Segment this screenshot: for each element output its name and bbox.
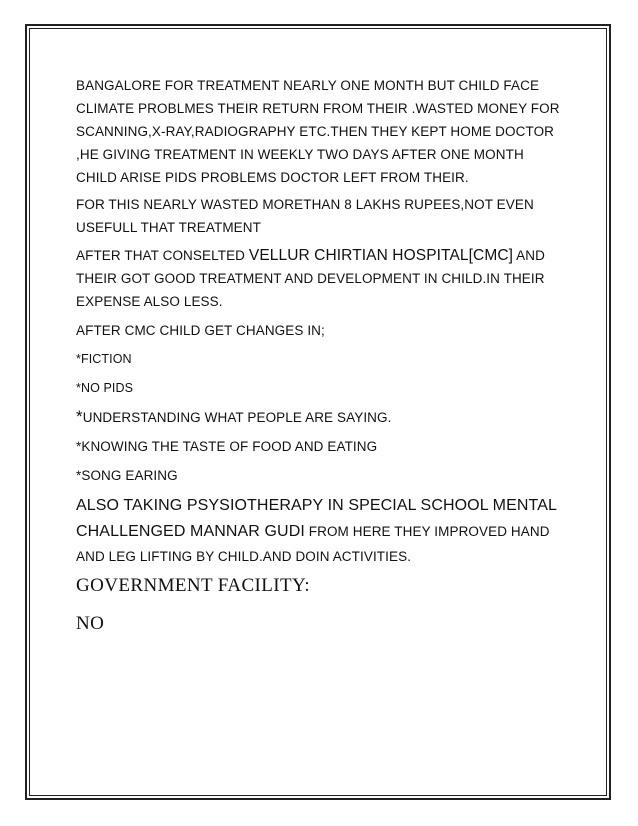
paragraph-physiotherapy — [76, 493, 576, 568]
text-line: FOR THIS NEARLY WASTED MORETHAN 8 LAKHS RUPEES,NOT EVEN — [76, 197, 534, 212]
bullet-fiction: *FICTION — [76, 352, 132, 366]
changes-heading: AFTER CMC CHILD GET CHANGES IN; — [76, 323, 325, 338]
text-line: ALSO TAKING PSYSIOTHERAPY IN SPECIAL SCHOOL MENTAL — [76, 497, 557, 514]
government-facility-heading: GOVERNMENT FACILITY: — [76, 575, 311, 596]
text-segment: FROM HERE THEY IMPROVED HAND — [304, 524, 550, 539]
paragraph-cmc — [76, 244, 576, 313]
text-segment: AND — [513, 248, 545, 263]
text-segment: UNDERSTANDING WHAT PEOPLE ARE SAYING. — [82, 410, 392, 425]
paragraph-wasted-money — [76, 193, 576, 239]
school-name: CHALLENGED MANNAR GUDI — [76, 523, 305, 540]
text-line: BANGALORE FOR TREATMENT NEARLY ONE MONTH BUT CHILD FACE — [76, 78, 540, 93]
bullet-taste: *KNOWING THE TASTE OF FOOD AND EATING — [76, 439, 378, 454]
bullet-song: *SONG EARING — [76, 468, 178, 483]
bullet-star: * — [76, 407, 83, 426]
text-line: SCANNING,X-RAY,RADIOGRAPHY ETC.THEN THEY KEPT HOME DOCTOR — [76, 124, 555, 139]
text-line: CLIMATE PROBLMES THEIR RETURN FROM THEIR .WASTED MONEY FOR — [76, 101, 560, 116]
bullet-understanding — [76, 405, 576, 429]
text-line — [76, 519, 576, 545]
text-line: AND LEG LIFTING BY CHILD.AND DOIN ACTIVITIES. — [76, 549, 412, 564]
text-segment: AFTER THAT CONSELTED — [76, 248, 249, 263]
bullet-no-pids: *NO PIDS — [76, 381, 134, 395]
government-facility-answer: NO — [76, 613, 105, 634]
hospital-name: VELLUR CHIRTIAN HOSPITAL[CMC] — [248, 247, 514, 264]
paragraph-bangalore — [76, 74, 576, 189]
text-line: EXPENSE ALSO LESS. — [76, 294, 223, 309]
text-line: USEFULL THAT TREATMENT — [76, 220, 261, 235]
document-body — [76, 74, 576, 636]
text-line — [76, 244, 576, 267]
text-line: ,HE GIVING TREATMENT IN WEEKLY TWO DAYS AFTER ONE MONTH — [76, 147, 524, 162]
text-line: CHILD ARISE PIDS PROBLEMS DOCTOR LEFT FROM THEIR. — [76, 170, 469, 185]
text-line: THEIR GOT GOOD TREATMENT AND DEVELOPMENT IN CHILD.IN THEIR — [76, 271, 545, 286]
